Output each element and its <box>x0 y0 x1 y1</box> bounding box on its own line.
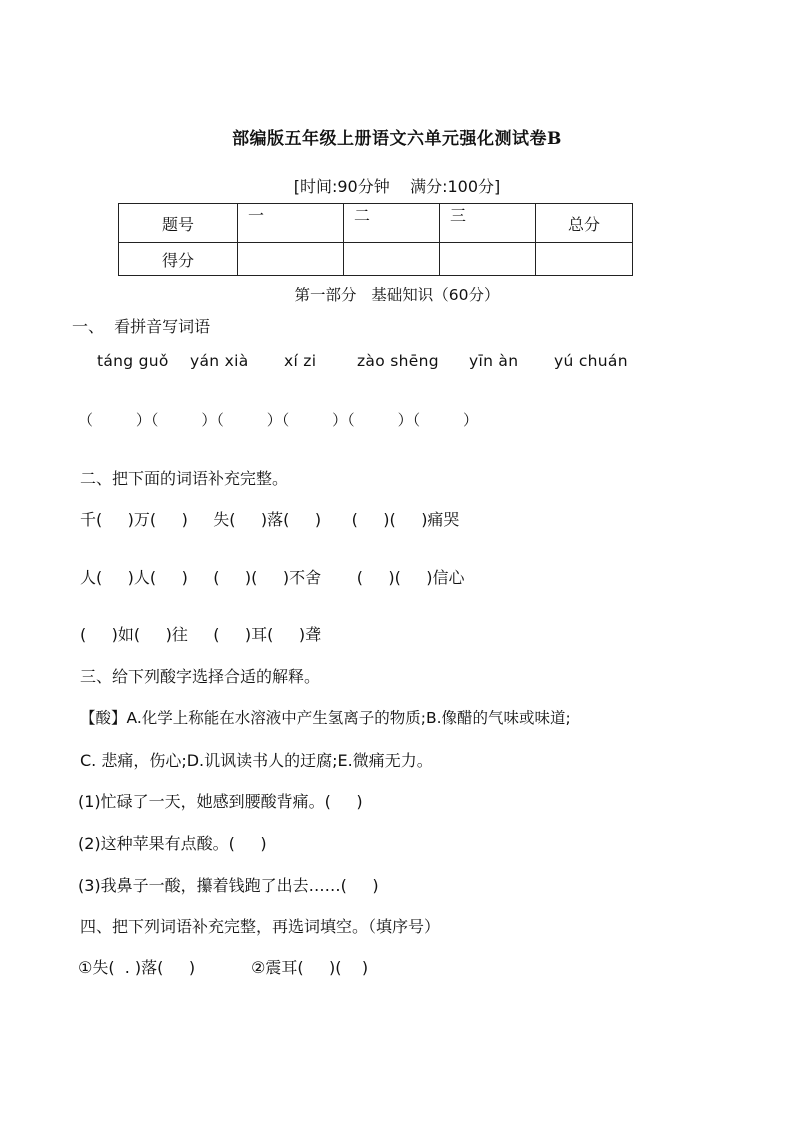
q3-item-3[interactable]: (3)我鼻子一酸，攥着钱跑了出去……( ) <box>78 876 379 895</box>
pinyin-2: yán xià <box>190 352 249 370</box>
q4-row[interactable]: ①失( . )落( ) ②震耳( )( ) <box>78 958 369 977</box>
section-3-label: 三 <box>450 206 467 225</box>
exam-info: [时间:90分钟 满分:100分] <box>293 177 501 196</box>
q3-item-1[interactable]: (1)忙碌了一天，她感到腰酸背痛。( ) <box>78 792 363 811</box>
pinyin-5: yīn àn <box>469 352 519 370</box>
q2-row-3[interactable]: ( )如( )往 ( )耳( )聋 <box>80 625 322 644</box>
pinyin-3: xí zi <box>284 352 317 370</box>
pinyin-6: yú chuán <box>554 352 628 370</box>
pinyin-4: zào shēng <box>357 352 439 370</box>
q2-row-2[interactable]: 人( )人( ) ( )( )不舍 ( )( )信心 <box>80 568 465 587</box>
table-cell-question-number-label: 题号 <box>119 204 238 243</box>
q4-heading: 四、把下列词语补充完整，再选词填空。（填序号） <box>80 917 441 936</box>
table-cell-section-3 <box>440 204 536 243</box>
section-1-label: 一 <box>248 206 265 225</box>
score-input-section-3[interactable] <box>440 243 536 276</box>
q3-heading: 三、给下列酸字选择合适的解释。 <box>80 667 321 686</box>
table-cell-section-1 <box>238 204 344 243</box>
section-2-label: 二 <box>354 206 371 225</box>
score-input-section-1[interactable] <box>238 243 344 276</box>
score-table <box>118 203 633 276</box>
q2-heading: 二、把下面的词语补充完整。 <box>80 469 289 488</box>
q3-item-2[interactable]: (2)这种苹果有点酸。( ) <box>78 834 267 853</box>
page-title: 部编版五年级上册语文六单元强化测试卷B <box>232 129 562 149</box>
table-cell-total-label: 总分 <box>536 204 633 243</box>
score-input-section-2[interactable] <box>344 243 440 276</box>
table-cell-section-2 <box>344 204 440 243</box>
q3-definition-1: 【酸】A.化学上称能在水溶液中产生氢离子的物质;B.像醋的气味或味道; <box>80 709 571 727</box>
table-row <box>119 243 633 276</box>
q3-definition-2: C. 悲痛，伤心;D.讥讽读书人的迂腐;E.微痛无力。 <box>80 751 433 770</box>
score-input-total[interactable] <box>536 243 633 276</box>
q1-answer-blanks[interactable]: （ ）（ ）（ ）（ ）（ ）（ ） <box>78 411 478 429</box>
pinyin-1: táng guǒ <box>97 352 169 370</box>
q2-row-1[interactable]: 千( )万( ) 失( )落( ) ( )( )痛哭 <box>80 510 460 529</box>
table-row <box>119 204 633 243</box>
q1-heading: 一、 看拼音写词语 <box>72 317 211 336</box>
part-heading: 第一部分 基础知识（60分） <box>294 286 500 304</box>
table-cell-score-label: 得分 <box>119 243 238 276</box>
